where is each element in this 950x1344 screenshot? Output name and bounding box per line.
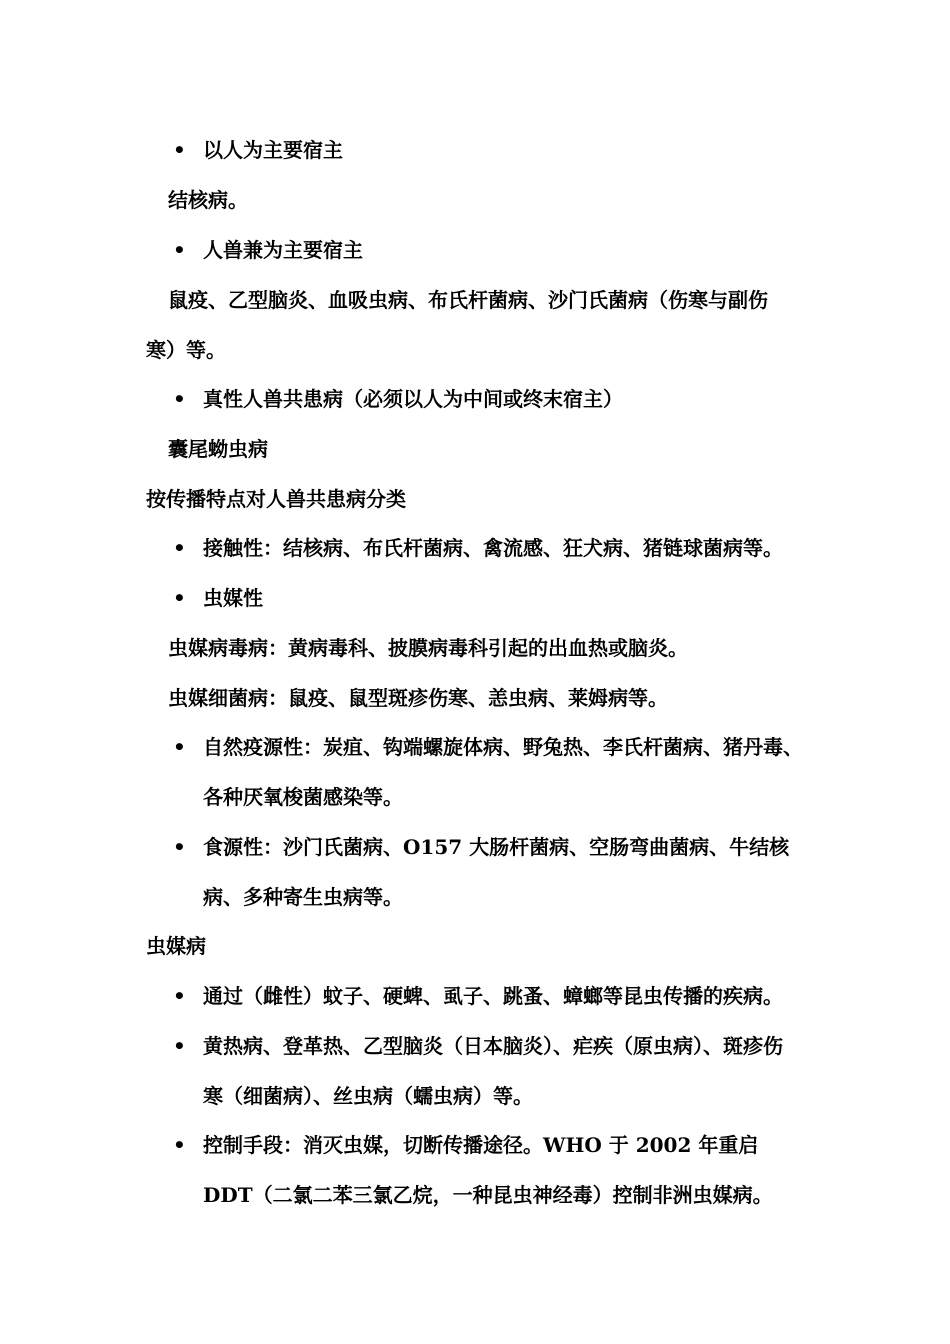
bullet-marker: • (173, 984, 186, 1008)
bullet-text-transmission: 通过（雌性）蚊子、硬蜱、虱子、跳蚤、蟑螂等昆虫传播的疾病。 (203, 984, 783, 1008)
bullet-marker: • (173, 735, 186, 759)
bullet-text-control-cont: DDT（二氯二苯三氯乙烷，一种昆虫神经毒）控制非洲虫媒病。 (203, 1183, 773, 1207)
bullet-text-foodborne-cont: 病、多种寄生虫病等。 (203, 885, 403, 909)
bullet-marker: • (173, 238, 186, 262)
section-heading-vector-disease: 虫媒病 (146, 934, 206, 958)
bullet-marker: • (173, 835, 186, 859)
bullet-marker: • (173, 138, 186, 162)
bullet-text-foodborne: 食源性：沙门氏菌病、O157 大肠杆菌病、空肠弯曲菌病、牛结核 (203, 835, 790, 859)
bullet-text-natural-focus: 自然疫源性：炭疽、钩端螺旋体病、野兔热、李氏杆菌病、猪丹毒、 (203, 735, 803, 759)
text-cysticercosis: 囊尾蚴虫病 (168, 437, 268, 461)
bullet-marker: • (173, 586, 186, 610)
bullet-marker: • (173, 387, 186, 411)
text-disease-list-1: 鼠疫、乙型脑炎、血吸虫病、布氏杆菌病、沙门氏菌病（伤寒与副伤 (168, 288, 768, 312)
bullet-text-human-host: 以人为主要宿主 (203, 138, 343, 162)
bullet-text-natural-focus-cont: 各种厌氧梭菌感染等。 (203, 785, 403, 809)
text-vector-bacteria: 虫媒细菌病：鼠疫、鼠型斑疹伤寒、恙虫病、莱姆病等。 (168, 686, 668, 710)
bullet-marker: • (173, 1034, 186, 1058)
bullet-text-control: 控制手段：消灭虫媒，切断传播途径。WHO 于 2002 年重启 (203, 1133, 759, 1157)
text-disease-list-1-cont: 寒）等。 (146, 338, 226, 362)
bullet-text-human-animal-host: 人兽兼为主要宿主 (203, 238, 363, 262)
bullet-text-examples-cont: 寒（细菌病）、丝虫病（蠕虫病）等。 (203, 1084, 533, 1108)
bullet-text-vector-borne: 虫媒性 (203, 586, 263, 610)
bullet-text-contact: 接触性：结核病、布氏杆菌病、禽流感、狂犬病、猪链球菌病等。 (203, 536, 783, 560)
bullet-text-true-zoonosis: 真性人兽共患病（必须以人为中间或终末宿主） (203, 387, 623, 411)
text-tuberculosis: 结核病。 (168, 188, 248, 212)
bullet-marker: • (173, 536, 186, 560)
text-vector-virus: 虫媒病毒病：黄病毒科、披膜病毒科引起的出血热或脑炎。 (168, 636, 688, 660)
bullet-marker: • (173, 1133, 186, 1157)
bullet-text-examples: 黄热病、登革热、乙型脑炎（日本脑炎）、疟疾（原虫病）、斑疹伤 (203, 1034, 783, 1058)
section-heading-classification: 按传播特点对人兽共患病分类 (146, 487, 406, 511)
